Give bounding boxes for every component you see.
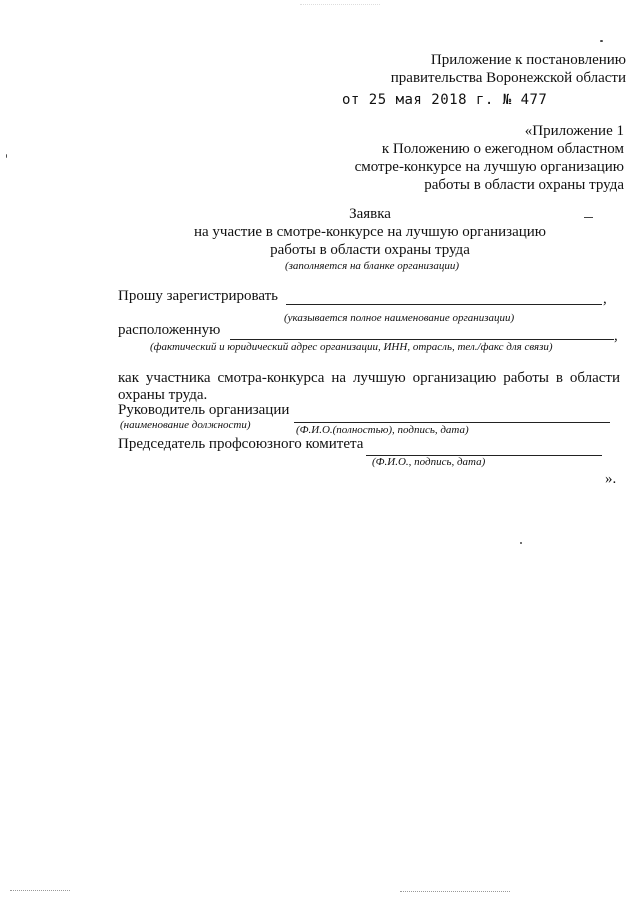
head-signature-note: (Ф.И.О.(полностью), подпись, дата) [296,424,469,436]
scan-speck [600,40,603,42]
union-signature-note: (Ф.И.О., подпись, дата) [372,456,486,468]
organization-name-field [286,304,602,305]
address-field [230,339,614,340]
appendix-title-line1: Приложение к постановлению [430,52,626,68]
participant-text: как участника смотра-конкурса на лучшую организацию работы в области охраны труда. [118,370,620,403]
sub-appendix-line1: «Приложение 1 [524,123,624,139]
register-comma: , [603,291,607,307]
scan-speck [520,542,522,544]
form-subtitle-line1: на участие в смотре-конкурсе на лучшую организацию [193,224,547,240]
sub-appendix-line4: работы в области охраны труда [424,177,624,193]
union-chair-label: Председатель профсоюзного комитета [118,436,364,452]
scan-speck [6,154,7,158]
sub-appendix-line2: к Положению о ежегодном областном [381,141,624,157]
resolution-date-stamp: от 25 мая 2018 г. № 477 [342,92,548,108]
form-subtitle-line2: работы в области охраны труда [270,242,470,258]
form-title: Заявка [349,206,391,222]
sub-appendix-line3: смотре-конкурсе на лучшую организацию [354,159,624,175]
located-comma: , [614,328,618,344]
closing-quote: ». [605,471,617,487]
register-label: Прошу зарегистрировать [118,288,279,304]
appendix-title-line2: правительства Воронежской области [390,70,626,86]
located-label: расположенную [118,322,221,338]
scan-mark [584,217,593,218]
scan-edge [300,4,380,5]
scan-edge [10,890,70,891]
head-position-note: (наименование должности) [120,419,251,431]
head-label: Руководитель организации [118,402,290,418]
scan-edge [400,891,510,892]
head-signature-field [294,422,610,423]
form-subtitle-note: (заполняется на бланке организации) [284,260,460,272]
located-note: (фактический и юридический адрес организации, ИНН, отрасль, тел./факс для связи) [150,341,553,353]
register-note: (указывается полное наименование организации) [284,312,515,324]
